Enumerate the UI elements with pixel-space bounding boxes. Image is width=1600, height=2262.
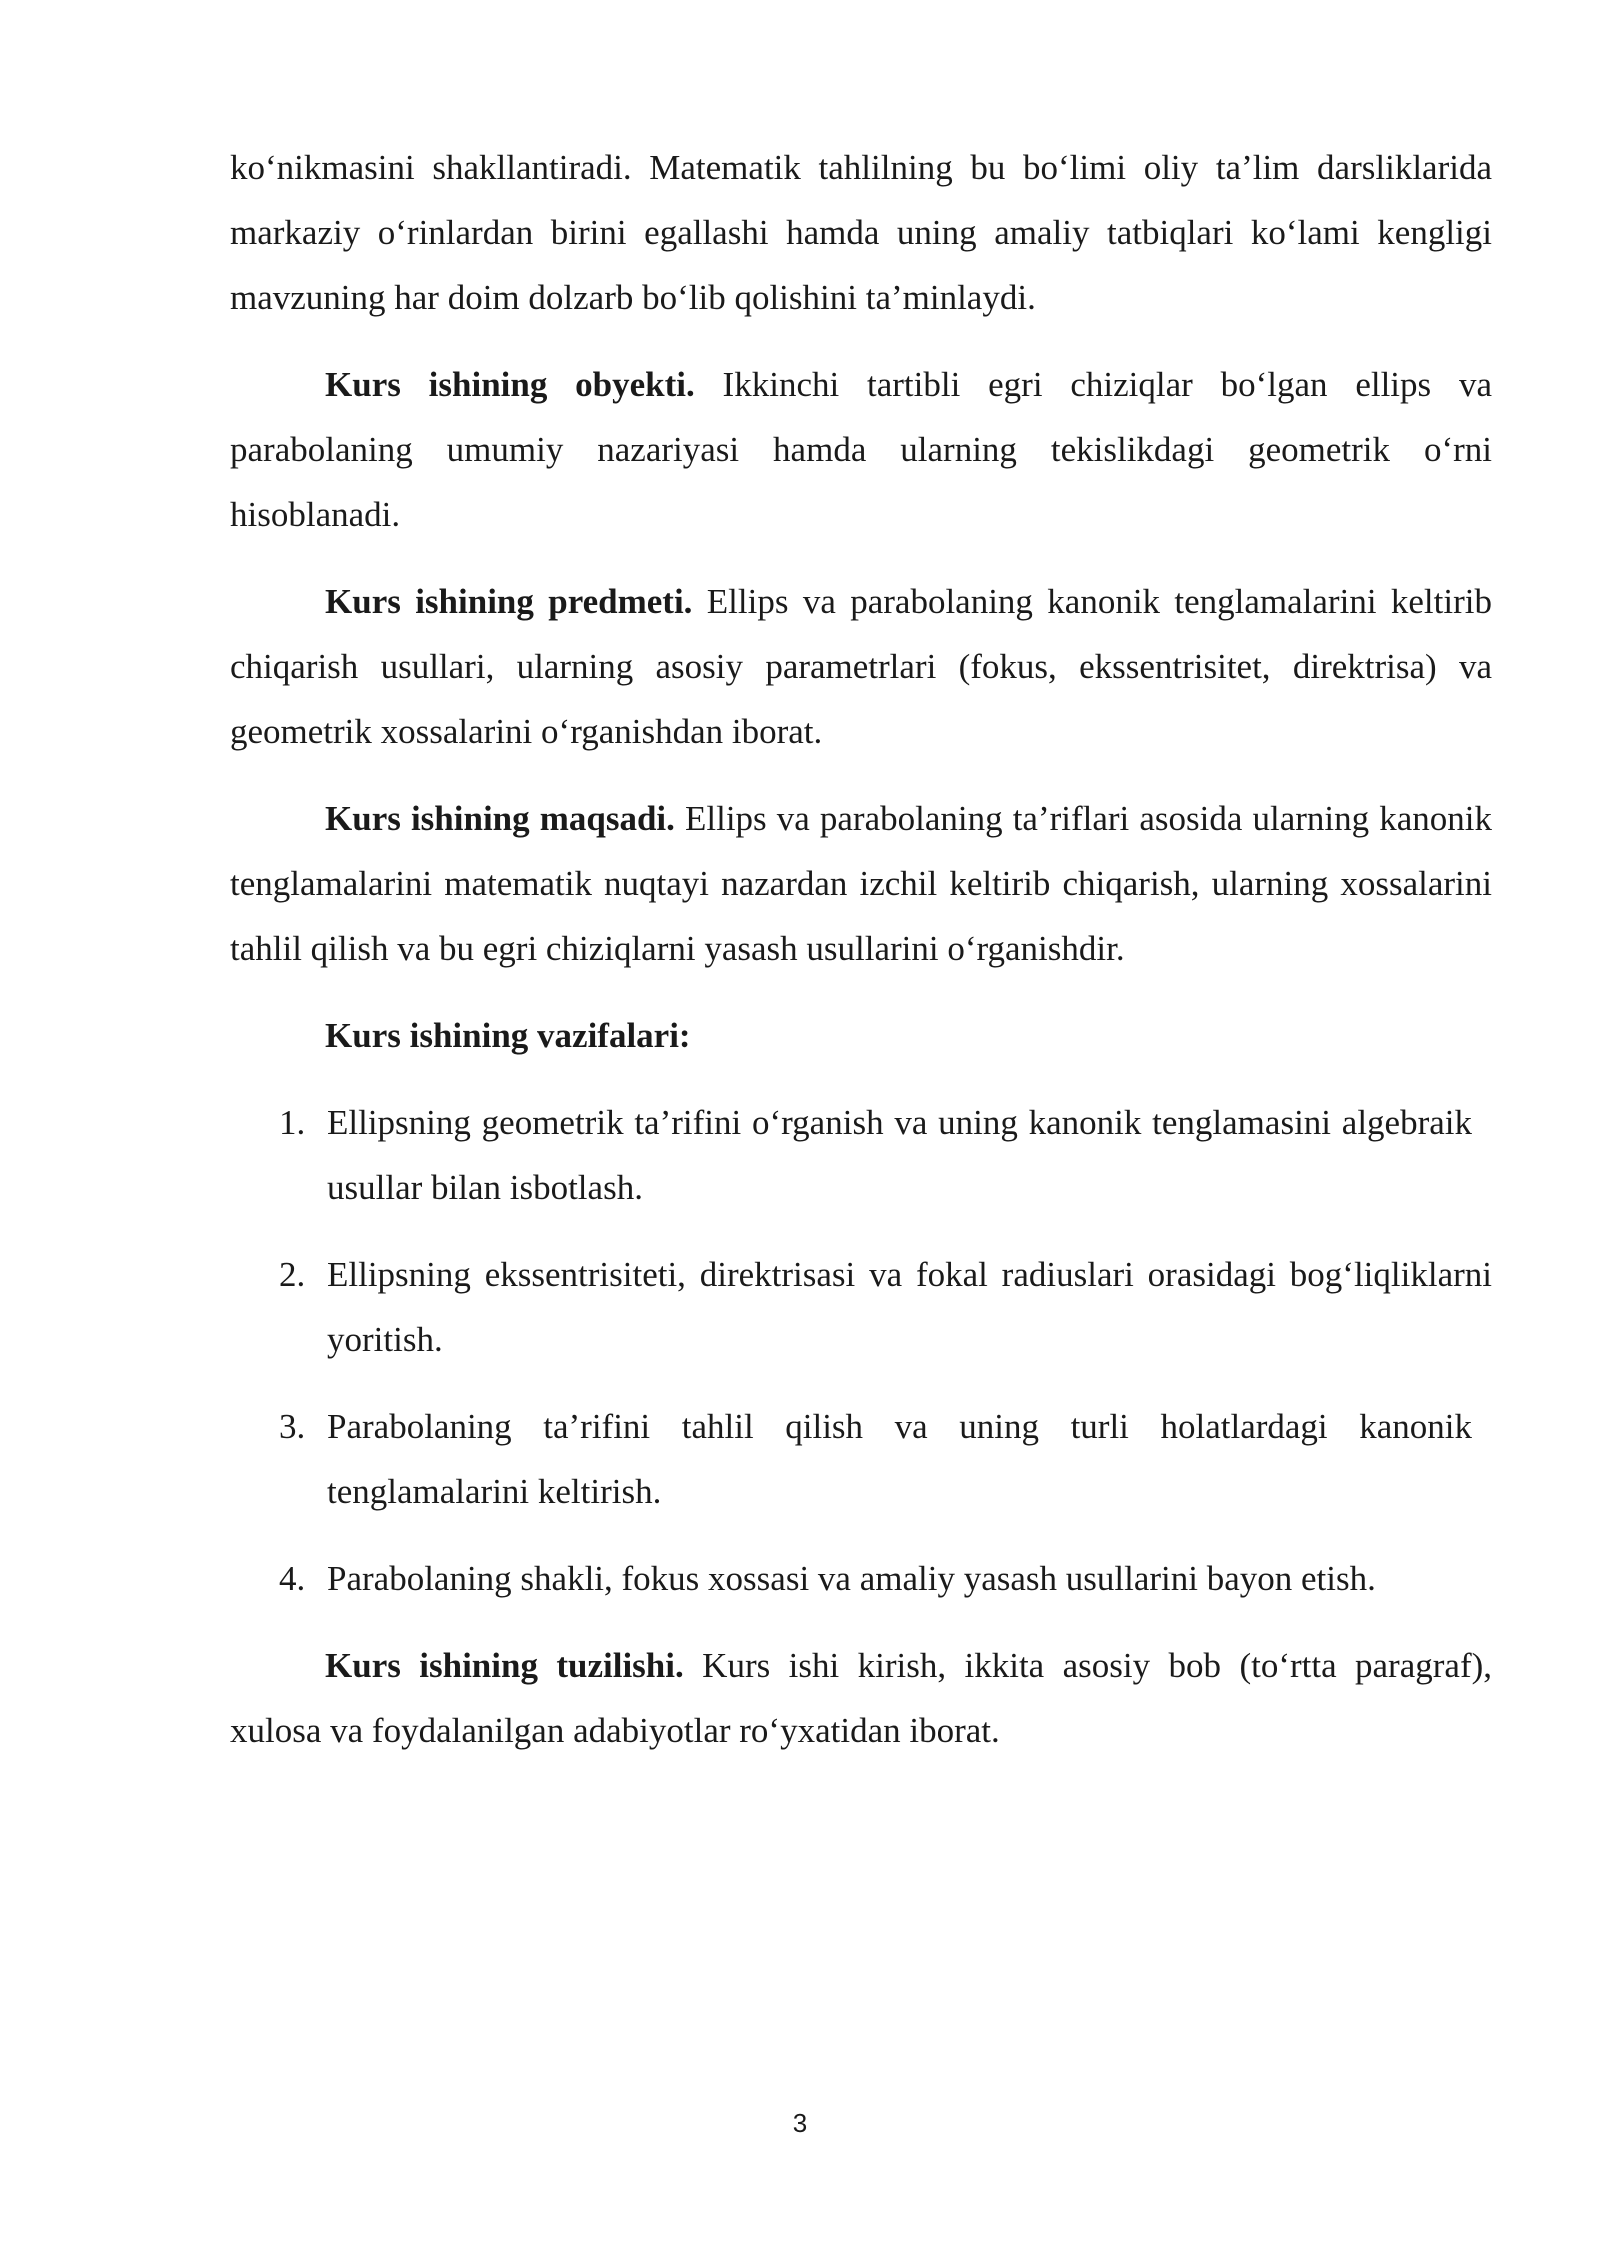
tasks-heading: Kurs ishining vazifalari: bbox=[325, 1016, 691, 1055]
subject-text: Ellips va parabolaning kanonik tenglamalarini keltirib chiqarish usullari, ularning asosiy parametrlari (fokus, ekssentrisitet, direktrisa) va geometrik xossalarini o‘rganishdan iborat. bbox=[230, 582, 1492, 751]
intro-paragraph: ko‘nikmasini shakllantiradi. Matematik tahlilning bu bo‘limi oliy ta’lim darsliklarida markaziy o‘rinlardan birini egallashi hamda uning amaliy tatbiqlari ko‘lami kengligi mavzuning har doim dolzarb bo‘lib qolishini ta’minlaydi. bbox=[230, 148, 1492, 317]
tasks-list bbox=[230, 1090, 1492, 1611]
page-number: 3 bbox=[792, 2108, 808, 2138]
list-item-number: 2. bbox=[279, 1255, 306, 1294]
list-item-number: 3. bbox=[279, 1407, 306, 1446]
list-item-text: Ellipsning geometrik ta’rifini o‘rganish va uning kanonik tenglamasini algebraik usullar bilan isbotlash. bbox=[327, 1103, 1472, 1207]
list-item-number: 4. bbox=[279, 1559, 306, 1598]
list-item bbox=[230, 1242, 1492, 1372]
structure-text: Kurs ishi kirish, ikkita asosiy bob (to‘rtta paragraf), xulosa va foydalanilgan adabiyotlar ro‘yxatidan iborat. bbox=[230, 1646, 1492, 1750]
list-item-number: 1. bbox=[279, 1103, 306, 1142]
list-item bbox=[230, 1546, 1492, 1611]
list-item-text: Parabolaning ta’rifini tahlil qilish va uning turli holatlardagi kanonik tenglamalarini keltirish. bbox=[327, 1407, 1472, 1511]
list-item-text: Ellipsning ekssentrisiteti, direktrisasi va fokal radiuslari orasidagi bog‘liqliklarni yoritish. bbox=[327, 1255, 1492, 1359]
list-item bbox=[230, 1090, 1492, 1220]
list-item-text: Parabolaning shakli, fokus xossasi va amaliy yasash usullarini bayon etish. bbox=[327, 1559, 1376, 1598]
subject-label: Kurs ishining predmeti. bbox=[325, 582, 693, 621]
object-text: Ikkinchi tartibli egri chiziqlar bo‘lgan ellips va parabolaning umumiy nazariyasi hamda ularning tekislikdagi geometrik o‘rni hisoblanadi. bbox=[230, 365, 1492, 534]
structure-paragraph bbox=[230, 1633, 1492, 1763]
object-paragraph bbox=[230, 352, 1492, 547]
structure-label: Kurs ishining tuzilishi. bbox=[325, 1646, 684, 1685]
list-item bbox=[230, 1394, 1492, 1524]
goal-paragraph bbox=[230, 786, 1492, 981]
subject-paragraph bbox=[230, 569, 1492, 764]
goal-text: Ellips va parabolaning ta’riflari asosida ularning kanonik tenglamalarini matematik nuqtayi nazardan izchil keltirib chiqarish, ularning xossalarini tahlil qilish va bu egri chiziqlarni yasash usullarini o‘rganishdir. bbox=[230, 799, 1492, 968]
document-page bbox=[230, 135, 1492, 1763]
object-label: Kurs ishining obyekti. bbox=[325, 365, 695, 404]
goal-label: Kurs ishining maqsadi. bbox=[325, 799, 675, 838]
